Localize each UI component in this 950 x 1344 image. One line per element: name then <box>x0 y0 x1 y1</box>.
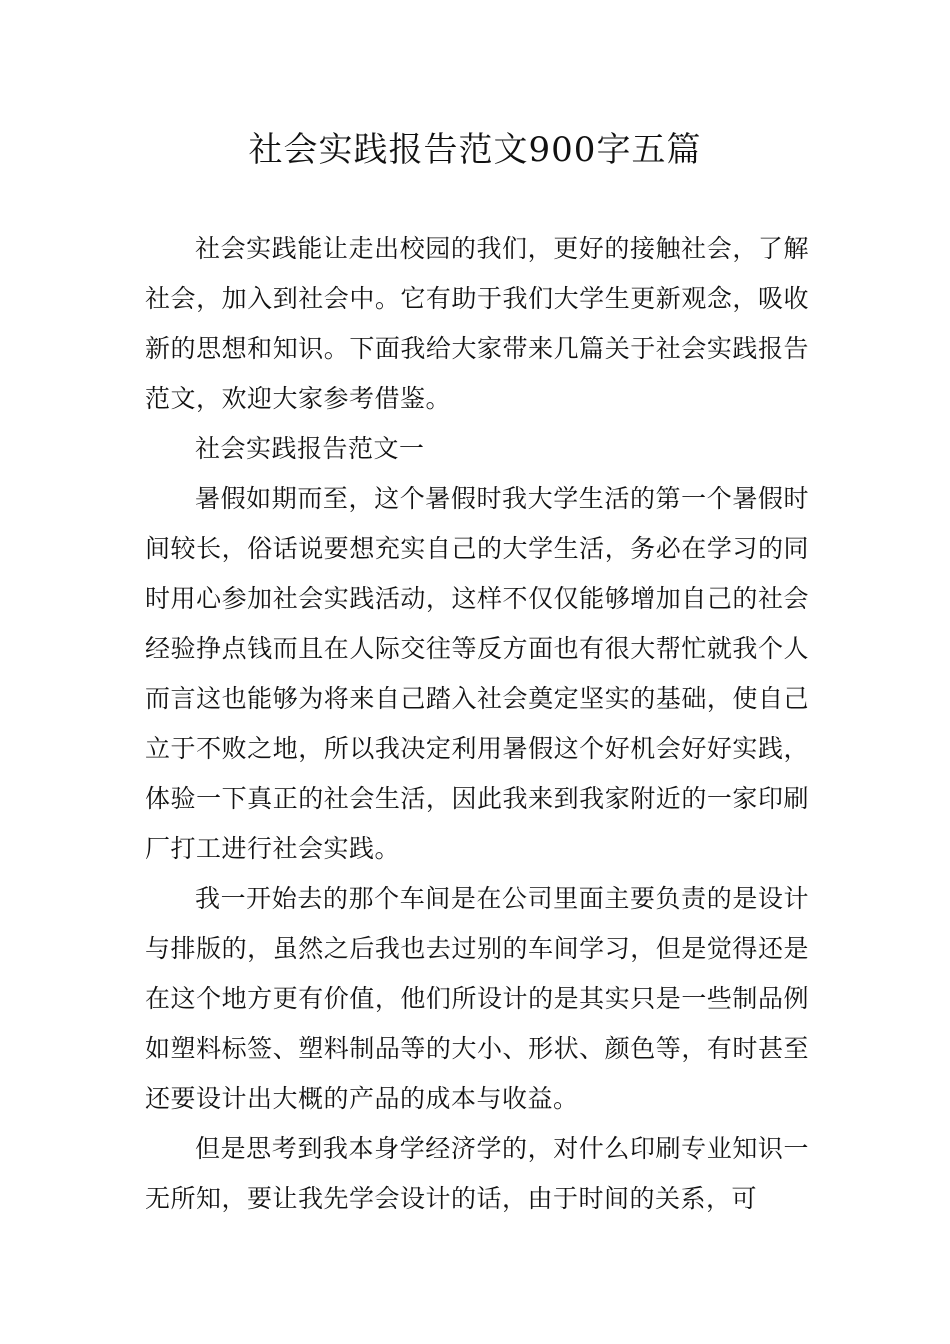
paragraph-economics: 但是思考到我本身学经济学的，对什么印刷专业知识一无所知，要让我先学会设计的话，由于时间的关系，可 <box>145 1134 809 1213</box>
document-title: 社会实践报告范文900字五篇 <box>248 130 702 170</box>
paragraph-workshop: 我一开始去的那个车间是在公司里面主要负责的是设计与排版的，虽然之后我也去过别的车间学习，但是觉得还是在这个地方更有价值，他们所设计的是其实只是一些制品例如塑料标签、塑料制品等的大小、形状、颜色等，有时甚至还要设计出大概的产品的成本与收益。 <box>145 884 809 1113</box>
section-heading: 社会实践报告范文一 <box>195 434 425 463</box>
document-body <box>145 224 809 1224</box>
paragraph-intro: 社会实践能让走出校园的我们，更好的接触社会，了解社会，加入到社会中。它有助于我们大学生更新观念，吸收新的思想和知识。下面我给大家带来几篇关于社会实践报告范文，欢迎大家参考借鉴。 <box>145 234 809 413</box>
paragraph-summer-vacation: 暑假如期而至，这个暑假时我大学生活的第一个暑假时间较长，俗话说要想充实自己的大学生活，务必在学习的同时用心参加社会实践活动，这样不仅仅能够增加自己的社会经验挣点钱而且在人际交往等反方面也有很大帮忙就我个人而言这也能够为将来自己踏入社会奠定坚实的基础，使自己立于不败之地，所以我决定利用暑假这个好机会好好实践，体验一下真正的社会生活，因此我来到我家附近的一家印刷厂打工进行社会实践。 <box>145 484 809 863</box>
